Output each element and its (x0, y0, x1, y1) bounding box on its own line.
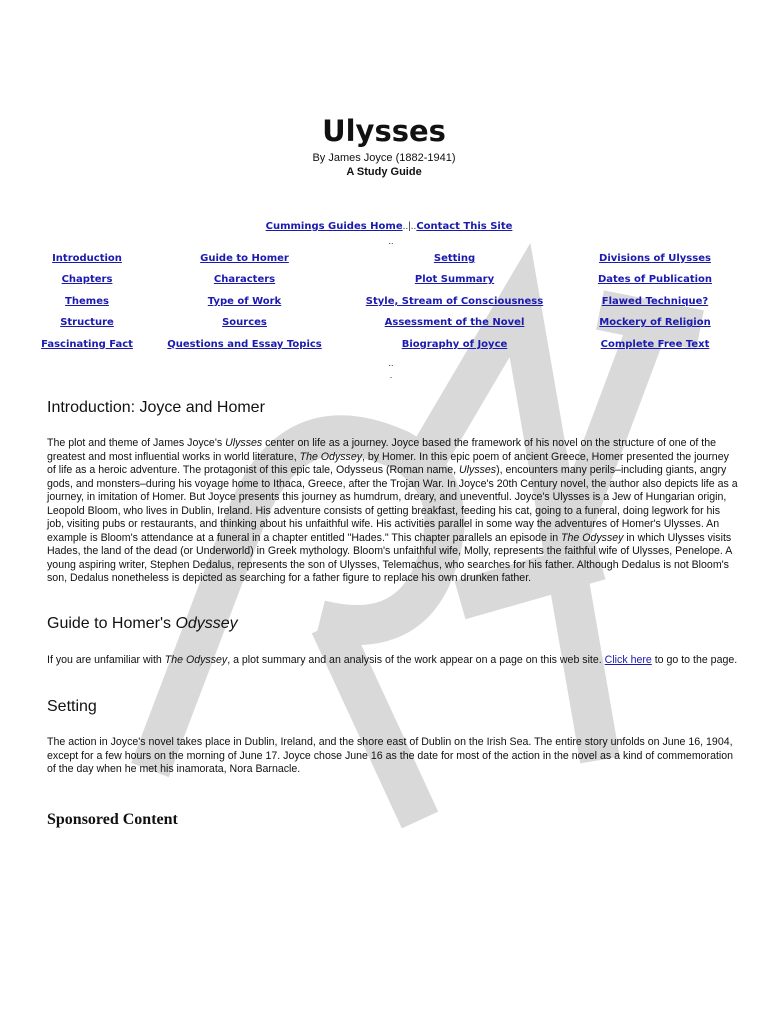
home-link[interactable]: Cummings Guides Home (265, 221, 403, 232)
nav-guide-to-homer[interactable]: Guide to Homer (200, 252, 289, 264)
contact-link[interactable]: Contact This Site (416, 221, 513, 232)
nav-biography[interactable]: Biography of Joyce (401, 338, 508, 350)
nav-plot-summary[interactable]: Plot Summary (414, 274, 495, 286)
setting-heading: Setting (47, 698, 97, 715)
nav-dates-of-publication[interactable]: Dates of Publication (597, 274, 713, 286)
dot-mark: . (389, 370, 393, 380)
dots-divider-2: .. (388, 358, 394, 368)
nav-mockery-of-religion[interactable]: Mockery of Religion (599, 317, 711, 329)
link-separator: ..|.. (402, 221, 417, 232)
nav-style[interactable]: Style, Stream of Consciousness (365, 295, 544, 307)
top-links (0, 220, 768, 232)
guide-paragraph: If you are unfamiliar with The Odyssey, a plot summary and an analysis of the work appear on a page on this web site. Click here to go to the page. (47, 654, 738, 666)
nav-questions[interactable]: Questions and Essay Topics (167, 338, 322, 350)
click-here-link[interactable]: Click here (604, 654, 652, 666)
nav-flawed-technique[interactable]: Flawed Technique? (601, 295, 709, 307)
author-byline: By James Joyce (1882-1941) (312, 152, 456, 164)
nav-table (22, 246, 738, 354)
sponsored-heading: Sponsored Content (47, 811, 178, 828)
dots-divider: .. (388, 236, 394, 246)
nav-complete-free-text[interactable]: Complete Free Text (600, 338, 710, 350)
nav-characters[interactable]: Characters (213, 274, 276, 286)
nav-setting[interactable]: Setting (433, 252, 476, 264)
setting-paragraph: The action in Joyce's novel takes place in Dublin, Ireland, and the shore east of Dublin on the Irish Sea. The entire story unfolds on June 16, 1904, except for a few hours on the morning of June 17. Joyce chose June 16 as the date for most of the action in the novel as a kind of commemoration of the day when he met his inamorata, Nora Barnacle. (47, 736, 734, 775)
subtitle: A Study Guide (346, 166, 422, 178)
nav-sources[interactable]: Sources (222, 317, 267, 329)
nav-structure[interactable]: Structure (60, 317, 114, 329)
nav-introduction[interactable]: Introduction (52, 252, 122, 264)
intro-heading: Introduction: Joyce and Homer (47, 399, 265, 416)
nav-type-of-work[interactable]: Type of Work (207, 295, 282, 307)
intro-paragraph: The plot and theme of James Joyce's Ulysses center on life as a journey. Joyce based the framework of his novel on the structure of one of the greatest and most influential works in world literature, The Odyssey, by Homer. In this epic poem of ancient Greece, Homer presented the journey of life as a heroic adventure. The protagonist of this epic tale, Odysseus (Roman name, Ulysses), encounters many perils–including giants, angry gods, and monsters–during his voyage home to Ithaca, Greece, after the Trojan War. In Joyce's 20th Century novel, the author also depicts life as a journey, in imitation of Homer. But Joyce presents this journey as humdrum, dreary, and uneventful. Joyce's Ulysses is a Jew of Hungarian origin, Leopold Bloom, who lives in Dublin, Ireland. His adventure consists of getting breakfast, feeding his cat, going to a funeral, doing legwork for his job, visiting pubs or restaurants, and thinking about his unfaithful wife. His activities parallel in some way the adventures of Homer's Ulysses. An example is Bloom's attendance at a funeral in a chapter entitled "Hades." This chapter parallels an episode in The Odyssey in which Ulysses visits Hades, the land of the dead (or Underworld) in Greek mythology. Bloom's unfaithful wife, Molly, represents the faithful wife of Ulysses, Penelope. A young aspiring writer, Stephen Dedalus, represents the son of Ulysses, Telemachus, who searches for his father. Although Dedalus is not Bloom's son, Dedalus nonetheless is depicted as searching for a father figure to replace his own drunken father. (47, 437, 738, 584)
nav-divisions[interactable]: Divisions of Ulysses (599, 252, 711, 264)
nav-chapters[interactable]: Chapters (61, 274, 113, 286)
nav-themes[interactable]: Themes (65, 295, 109, 307)
guide-heading: Guide to Homer's Odyssey (47, 615, 238, 632)
page-title: Ulysses (322, 114, 446, 148)
nav-fascinating-fact[interactable]: Fascinating Fact (41, 338, 133, 350)
nav-assessment[interactable]: Assessment of the Novel (384, 317, 525, 329)
